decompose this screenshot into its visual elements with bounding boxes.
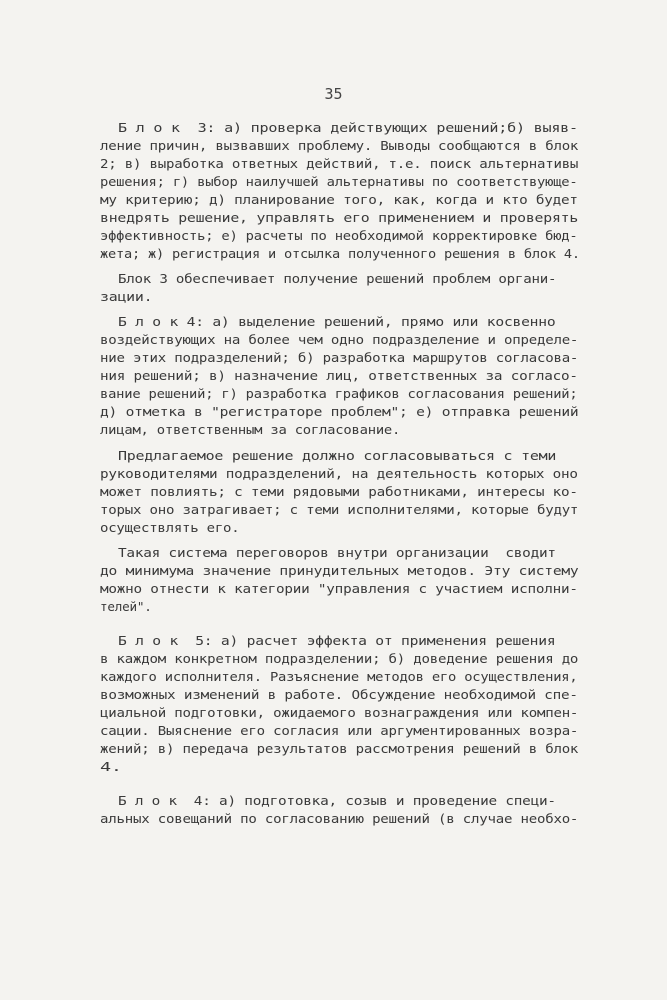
text-line: решения; г) выбор наилучшей альтернативы по соответствующе- [100, 174, 578, 189]
text-line: каждого исполнителя. Разъяснение методов его осуществления, [100, 669, 578, 684]
text-line: ление причин, вызвавших проблему. Выводы сообщаются в блок [100, 138, 579, 153]
text-line: 4. [100, 759, 122, 774]
text-line: жений; в) передача результатов рассмотрения решений в блок [100, 741, 579, 756]
text-line: Предлагаемое решение должно согласовываться с теми [118, 448, 557, 463]
text-line: д) отметка в "регистраторе проблем"; е) отправка решений [100, 404, 579, 419]
text-line: альных совещаний по согласованию решений (в случае необхо- [100, 811, 579, 826]
text-line: жета; ж) регистрация и отсылка полученного решения в блок 4. [100, 246, 580, 261]
text-line: возможных изменений в работе. Обсуждение необходимой спе- [100, 687, 578, 702]
text-line: до минимума значение принудительных методов. Эту систему [100, 563, 579, 578]
text-line: циальной подготовки, ожидаемого вознаграждения или компен- [100, 705, 579, 720]
text-line: внедрять решение, управлять его применением и проверять [100, 210, 579, 225]
text-line: му критерию; д) планирование того, как, когда и кто будет [100, 192, 578, 207]
text-line: Б л о к 3: а) проверка действующих решений;б) выяв- [118, 120, 578, 135]
text-line: Б л о к 4: а) выделение решений, прямо или косвенно [118, 314, 556, 329]
text-line: воздействующих на более чем одно подразделение и определе- [100, 332, 579, 347]
text-line: эффективность; е) расчеты по необходимой корректировке бюд- [100, 228, 578, 243]
text-line: лицам, ответственным за согласование. [100, 422, 401, 437]
text-line: сации. Выяснение его согласия или аргументированных возра- [100, 723, 579, 738]
text-line: 2; в) выработка ответных действий, т.е. поиск альтернативы [100, 156, 579, 171]
text-line: осуществлять его. [100, 520, 240, 535]
text-line: вание решений; г) разработка графиков согласования решений; [100, 386, 578, 401]
text-line: в каждом конкретном подразделении; б) доведение решения до [100, 651, 579, 666]
text-line: Б л о к 5: а) расчет эффекта от применения решения [118, 633, 556, 648]
text-line: торых оно затрагивает; с теми исполнителями, которые будут [100, 502, 579, 517]
text-line: Такая система переговоров внутри организации сводит [118, 545, 556, 560]
text-line: руководителями подразделений, на деятельность которых оно [100, 466, 578, 481]
text-line: телей". [100, 599, 152, 614]
text-line: ния решений; в) назначение лиц, ответственных за согласо- [100, 368, 578, 383]
text-line: можно отнести к категории "управления с участием исполни- [100, 581, 578, 596]
page-number: 35 [324, 85, 343, 103]
text-line: зации. [100, 289, 153, 304]
text-line: Б л о к 4: а) подготовка, созыв и проведение специ- [118, 793, 556, 808]
text-line: ние этих подразделений; б) разработка маршрутов согласова- [100, 350, 579, 365]
text-line: Блок 3 обеспечивает получение решений проблем органи- [118, 271, 557, 286]
text-line: может повлиять; с теми рядовыми работниками, интересы ко- [100, 484, 578, 499]
